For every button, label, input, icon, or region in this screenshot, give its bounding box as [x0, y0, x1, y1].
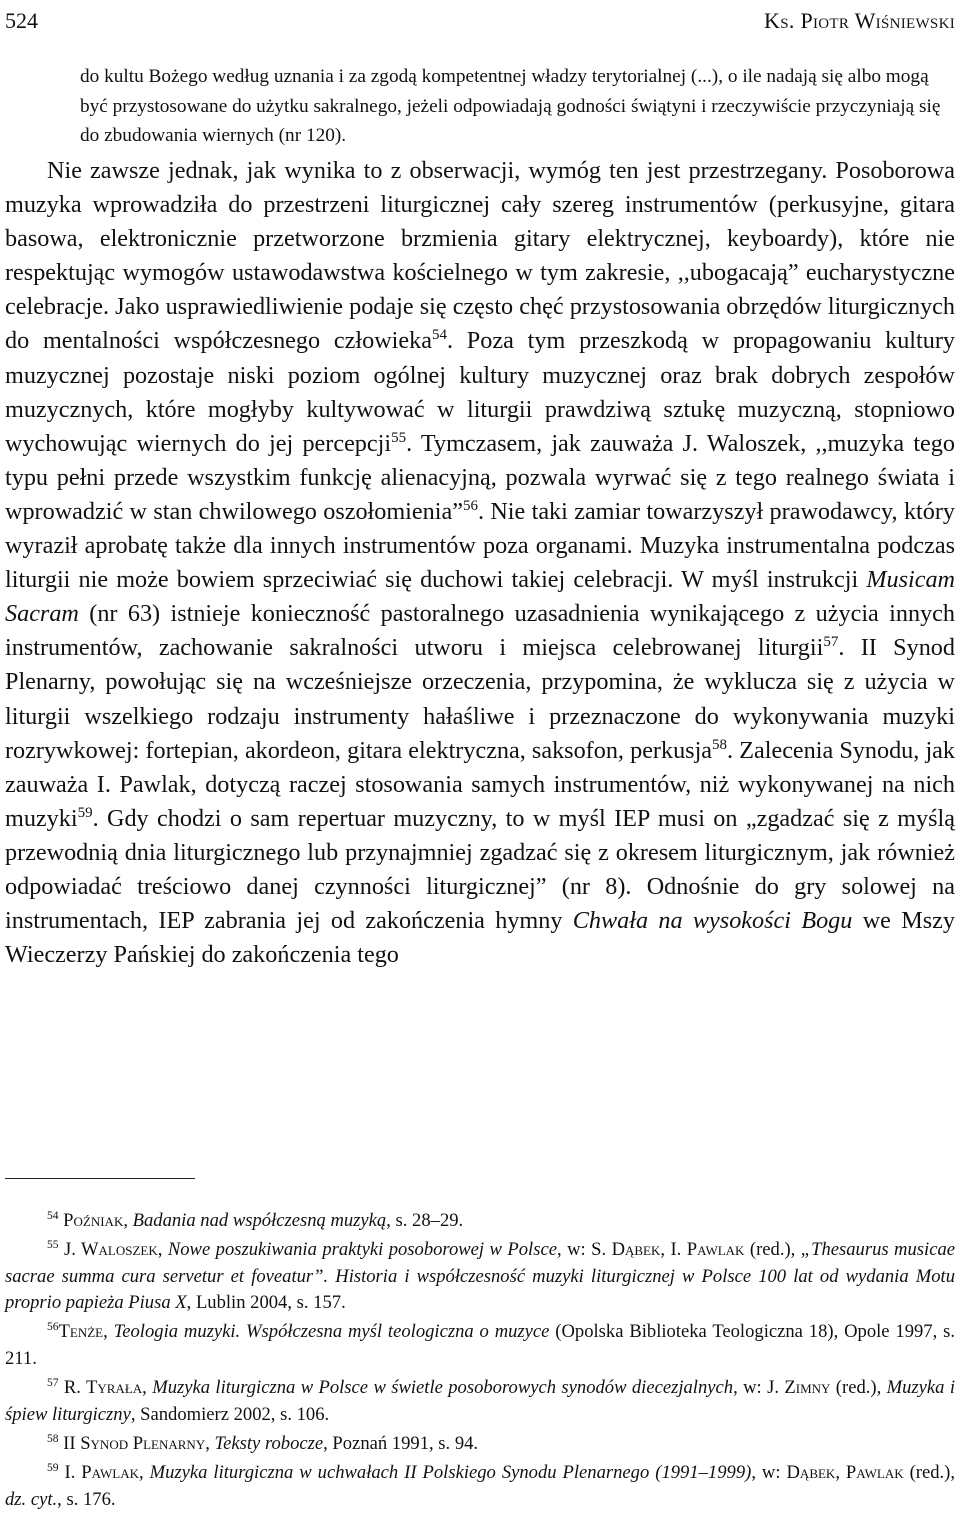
body-text	[5, 154, 955, 972]
running-head: Ks. Piotr Wiśniewski	[764, 8, 955, 33]
body-sentence: we Mszy Wieczerzy Pańskiej do zakończenia tego	[5, 907, 955, 969]
footnote-title: Teksty robocze	[214, 1432, 324, 1454]
footnote-ref-55[interactable]: 55	[391, 429, 407, 446]
footnote-sep: , w:	[556, 1239, 592, 1261]
footnote-ref-54[interactable]: 54	[431, 327, 447, 344]
footnote-title: Muzyka liturgiczna w Polsce w świetle posoborowych synodów diecezjalnych	[152, 1377, 734, 1399]
body-sentence: . Tymczasem, jak zauważa J. Waloszek, ,,muzyka tego typu pełni przede wszystkim funkcję alienacyjną, pozwala wyrwać się z tego realnego świata i wprowadzić w stan chwilowego oszołomienia”	[5, 429, 955, 525]
italic-title-musicam-sacram: Musicam Sacram	[5, 566, 955, 628]
body-sentence: Nie zawsze jednak, jak wynika to z obserwacji, wymóg ten jest przestrzegany. Posoborowa muzyka wprowadziła do przestrzeni liturgicznej cały szereg instrumentów (perkusyjne, gitara basowa, elektronicznie przetworzone brzmienia gitary elektrycznej, keyboardy), które nie respektując wymogów ustawodawstwa kościelnego w tym zakresie, ,,ubogacają” eucharystyczne celebracje. Jako usprawiedliwienie podaje się często chęć przystosowania obrzędów liturgicznych do mentalności współczesnego człowieka	[5, 157, 955, 355]
footnote-sep: (red.),	[830, 1377, 887, 1399]
footnote-sep: (red.),	[744, 1239, 801, 1261]
body-sentence: . Zalecenia Synodu, jak zauważa I. Pawlak, dotyczą raczej stosowania samych instrumentów, niż wykonywanej na nich muzyki	[5, 736, 955, 832]
footnote-title: Nowe poszukiwania praktyki posoborowej w Polsce	[167, 1239, 557, 1261]
footnote-rest: , Lublin 2004, s. 157.	[186, 1292, 346, 1314]
footnote-number: 56	[47, 1321, 59, 1334]
footnote-ref-58[interactable]: 58	[712, 736, 728, 753]
footnote-sep: (red.),	[903, 1462, 956, 1484]
footnote-title: Badania nad współczesną muzyką	[132, 1210, 387, 1231]
italic-title-chwala: Chwała na wysokości Bogu	[572, 907, 853, 935]
quote-text: do kultu Bożego według uznania i za zgodą kompetentnej władzy terytorialnej (...), o ile nadają się albo mogą być przystosowane do użytku sakralnego, jeżeli odpowiadają godności świątyni i rzeczywiście przyczyniają się do zbudowania wiernych (nr 120).	[80, 66, 941, 146]
footnote-58: $^{58}$ II Synod Plenarny, Teksty robocze, Poznań 1991, s. 94.	[47, 1432, 479, 1454]
footnote-57: $^{57}$ R. Tyrała, Muzyka liturgiczna w Polsce w świetle posoborowych synodów diecezjalnych, w: J. Zimny (red.), Muzyka i śpiew liturgiczny, Sandomierz 2002, s. 106.	[5, 1377, 956, 1425]
footnote-author: II Synod Plenarny	[63, 1432, 206, 1454]
footnote-ref-56[interactable]: 56	[462, 497, 478, 514]
footnote-editors: Dąbek, Pawlak	[786, 1462, 904, 1484]
footnote-rule	[5, 1178, 195, 1179]
footnote-rest: , s. 28–29.	[386, 1210, 464, 1231]
footnote-title: Muzyka liturgiczna w uchwałach II Polskiego Synodu Plenarnego (1991–1999)	[149, 1462, 752, 1484]
body-sentence: (nr 63) istnieje konieczność pastoralnego uzasadnienia wynikającego z użycia innych instrumentów, zachowanie sakralności utworu i miejsca celebrowanej liturgii	[5, 600, 955, 662]
footnote-sep: , w:	[733, 1377, 768, 1399]
footnote-author: Tenże	[58, 1321, 104, 1343]
body-sentence: . Poza tym przeszkodą w propagowaniu kultury muzycznej pozostaje niski poziom ogólnej kultury muzycznej oraz brak dobrych zespołów muzycznych, które mogłyby kultywować w liturgii prawdziwą sztukę muzyczną, stopniowo wychowując wiernych do jej percepcji	[5, 327, 955, 457]
footnote-number: 58	[47, 1432, 59, 1445]
footnote-author: Poźniak	[63, 1210, 124, 1231]
footnote-author: I. Pawlak	[64, 1462, 139, 1484]
body-sentence: . Gdy chodzi o sam repertuar muzyczny, to w myśl IEP musi on „zgadzać się z myślą przewodnią dnia liturgicznego lub przynajmniej zgadzać się z okresem liturgicznym, jak również odpowiadać treściowo danej czynności liturgicznej” (nr 8). Odnośnie do gry solowej na instrumentach, IEP zabrania jej od zakończenia hymny	[5, 804, 955, 935]
footnote-rest: , Poznań 1991, s. 94.	[323, 1432, 479, 1454]
footnote-ref-59[interactable]: 59	[77, 804, 93, 821]
footnote-rest: (Opolska Biblioteka Teologiczna 18), Opole 1997, s. 211.	[5, 1321, 955, 1369]
footnote-56: $^{56}$Tenże, Teologia muzyki. Współczesna myśl teologiczna o muzyce (Opolska Biblioteka Teologiczna 18), Opole 1997, s. 211.	[5, 1321, 955, 1369]
footnote-title: dz. cyt.	[5, 1488, 58, 1510]
footnote-54: $^{54}$ Poźniak, Badania nad współczesną muzyką, s. 28–29.	[47, 1210, 464, 1231]
footnote-number: 59	[47, 1462, 59, 1475]
footnote-rest: , Sandomierz 2002, s. 106.	[130, 1403, 330, 1425]
page-number: 524	[5, 8, 38, 33]
body-sentence: . Nie taki zamiar towarzyszył prawodawcy, który wyraził aprobatę także dla innych instrumentów poza organami. Muzyka instrumentalna podczas liturgii nie może bowiem sprzeciwiać się duchowi takiej celebracji. W myśl instrukcji	[5, 497, 955, 594]
body-sentence: . II Synod Plenarny, powołując się na wcześniejsze orzeczenia, przypomina, że wyklucza się z użycia w liturgii wszelkiego rodzaju instrumenty hałaśliwe i przeznaczone do wykonywania muzyki rozrywkowej: fortepian, akordeon, gitara elektryczna, saksofon, perkusja	[5, 634, 955, 764]
footnote-59: $^{59}$ I. Pawlak, Muzyka liturgiczna w uchwałach II Polskiego Synodu Plenarnego (1991–1999), w: Dąbek, Pawlak (red.), dz. cyt., s. 176.	[5, 1462, 956, 1510]
footnote-editors: J. Zimny	[767, 1377, 831, 1399]
footnote-sep: , w:	[751, 1462, 787, 1484]
footnote-author: R. Tyrała	[63, 1377, 143, 1399]
page-header	[5, 3, 955, 39]
footnote-title: Teologia muzyki. Współczesna myśl teologiczna o muzyce	[113, 1321, 550, 1343]
footnote-editors: S. Dąbek, I. Pawlak	[591, 1239, 745, 1261]
footnote-number: 54	[47, 1210, 59, 1223]
body-paragraph	[5, 154, 955, 972]
footnote-title: Muzyka i śpiew liturgiczny	[5, 1377, 956, 1425]
footnotes	[5, 1208, 955, 1516]
footnote-author: J. Waloszek	[63, 1239, 158, 1261]
footnote-title: „Thesaurus musicae sacrae summa cura servetur et foveatur”. Historia i współczesność muzyki liturgicznej w Polsce 100 lat od wydania Motu proprio papieża Piusa X	[5, 1239, 955, 1314]
footnote-number: 55	[47, 1239, 59, 1252]
block-quote	[80, 62, 960, 151]
footnote-number: 57	[47, 1377, 59, 1390]
footnote-55: $^{55}$ J. Waloszek, Nowe poszukiwania praktyki posoborowej w Polsce, w: S. Dąbek, I. Pawlak (red.), „Thesaurus musicae sacrae summa cura servetur et foveatur”. Historia i współczesność muzyki liturgicznej w Polsce 100 lat od wydania Motu proprio papieża Piusa X, Lublin 2004, s. 157.	[5, 1239, 955, 1314]
footnote-rest: , s. 176.	[57, 1488, 116, 1510]
footnote-ref-57[interactable]: 57	[823, 634, 839, 651]
